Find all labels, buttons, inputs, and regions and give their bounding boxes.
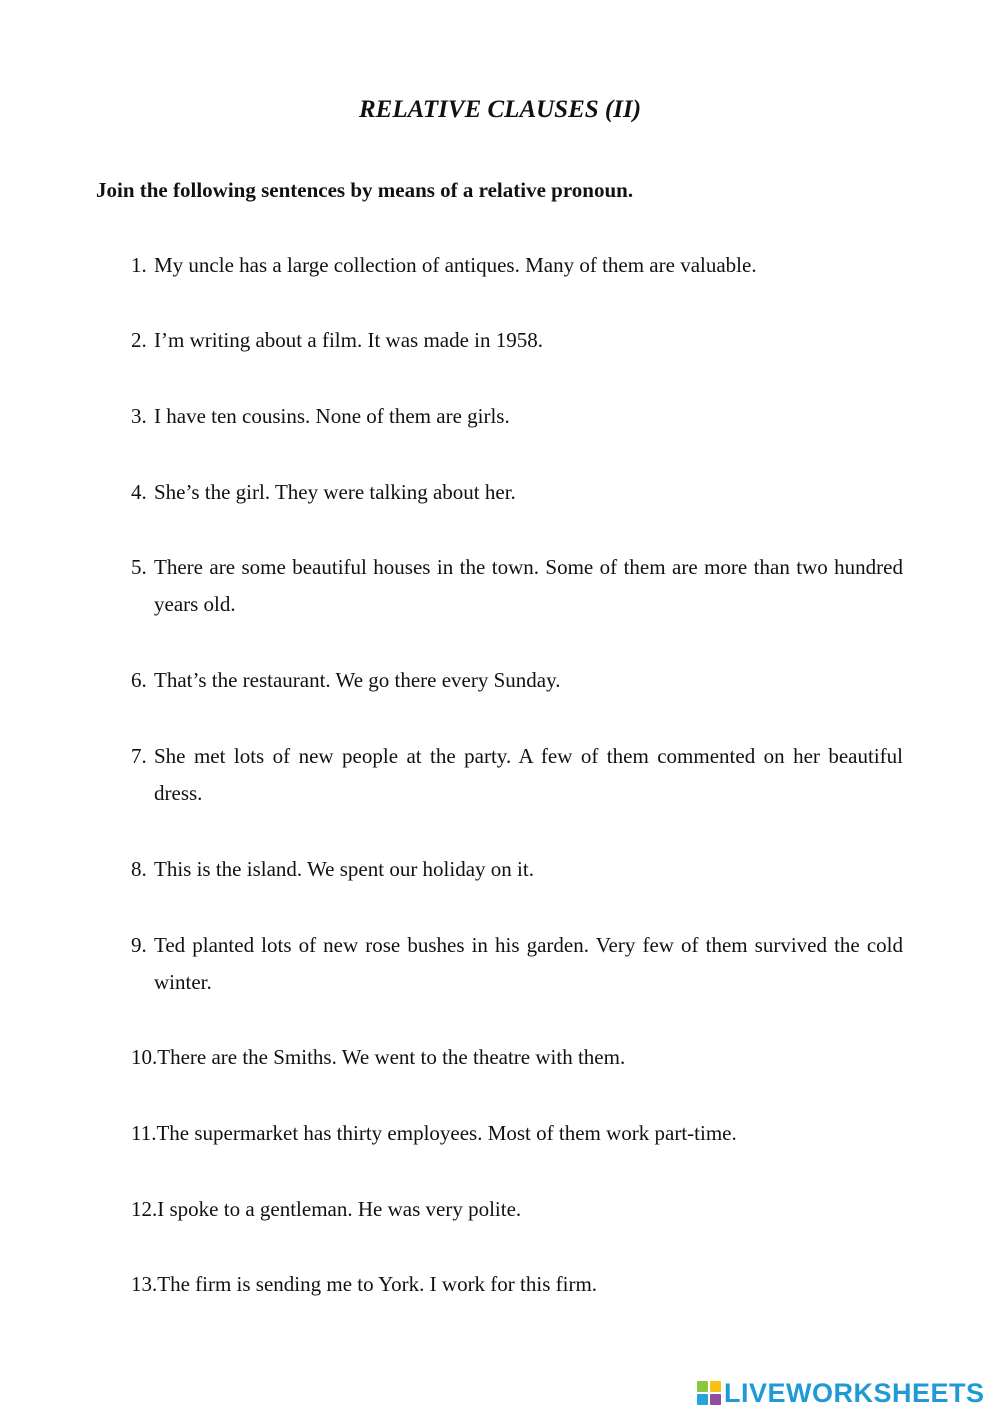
item-text: I have ten cousins. None of them are girls. <box>154 404 510 428</box>
item-text: This is the island. We spent our holiday on it. <box>154 857 534 881</box>
item-text: The supermarket has thirty employees. Most of them work part-time. <box>156 1121 737 1145</box>
exercise-item-10 <box>131 1039 903 1076</box>
exercise-item-11 <box>131 1115 903 1152</box>
exercise-item-5 <box>131 549 903 623</box>
item-text: She’s the girl. They were talking about her. <box>154 480 516 504</box>
item-number: 3. <box>131 404 147 428</box>
item-number: 2. <box>131 328 147 352</box>
page-title: RELATIVE CLAUSES (II) <box>358 96 642 123</box>
item-number: 7. <box>131 744 147 768</box>
item-text: That’s the restaurant. We go there every Sunday. <box>154 668 561 692</box>
item-text: My uncle has a large collection of antiques. Many of them are valuable. <box>154 253 757 277</box>
item-text: The firm is sending me to York. I work for this firm. <box>157 1272 598 1296</box>
item-number: 5. <box>131 555 147 579</box>
item-text: I spoke to a gentleman. He was very polite. <box>157 1197 522 1221</box>
exercise-item-4 <box>131 474 903 511</box>
logo-square-yellow <box>710 1381 721 1392</box>
exercise-item-7 <box>131 738 903 812</box>
item-number: 9. <box>131 933 147 957</box>
item-number: 12. <box>131 1197 158 1221</box>
item-number: 10. <box>131 1045 158 1069</box>
logo-square-blue <box>697 1394 708 1405</box>
item-number: 13. <box>131 1272 158 1296</box>
item-number: 11. <box>131 1121 157 1145</box>
exercise-item-13 <box>131 1266 903 1303</box>
item-text: I’m writing about a film. It was made in 1958. <box>154 328 544 352</box>
item-text: There are the Smiths. We went to the theatre with them. <box>157 1045 626 1069</box>
logo-text: LIVEWORKSHEETS <box>724 1378 985 1408</box>
liveworksheets-logo <box>697 1376 985 1410</box>
logo-square-purple <box>710 1394 721 1405</box>
exercise-item-1 <box>131 247 903 284</box>
liveworksheets-logo-icon <box>697 1381 721 1405</box>
item-text: Ted planted lots of new rose bushes in his garden. Very few of them survived the cold winter. <box>154 933 903 994</box>
exercise-item-2 <box>131 322 903 359</box>
item-number: 8. <box>131 857 147 881</box>
exercise-item-8 <box>131 851 903 888</box>
exercise-item-12 <box>131 1191 903 1228</box>
item-text: There are some beautiful houses in the town. Some of them are more than two hundred years old. <box>154 555 903 616</box>
item-number: 6. <box>131 668 147 692</box>
item-number: 4. <box>131 480 147 504</box>
item-text: She met lots of new people at the party. A few of them commented on her beautiful dress. <box>154 744 903 805</box>
exercise-item-6 <box>131 662 903 699</box>
exercise-item-3 <box>131 398 903 435</box>
instructions: Join the following sentences by means of a relative pronoun. <box>96 178 634 202</box>
item-number: 1. <box>131 253 147 277</box>
logo-square-green <box>697 1381 708 1392</box>
exercise-item-9 <box>131 927 903 1001</box>
